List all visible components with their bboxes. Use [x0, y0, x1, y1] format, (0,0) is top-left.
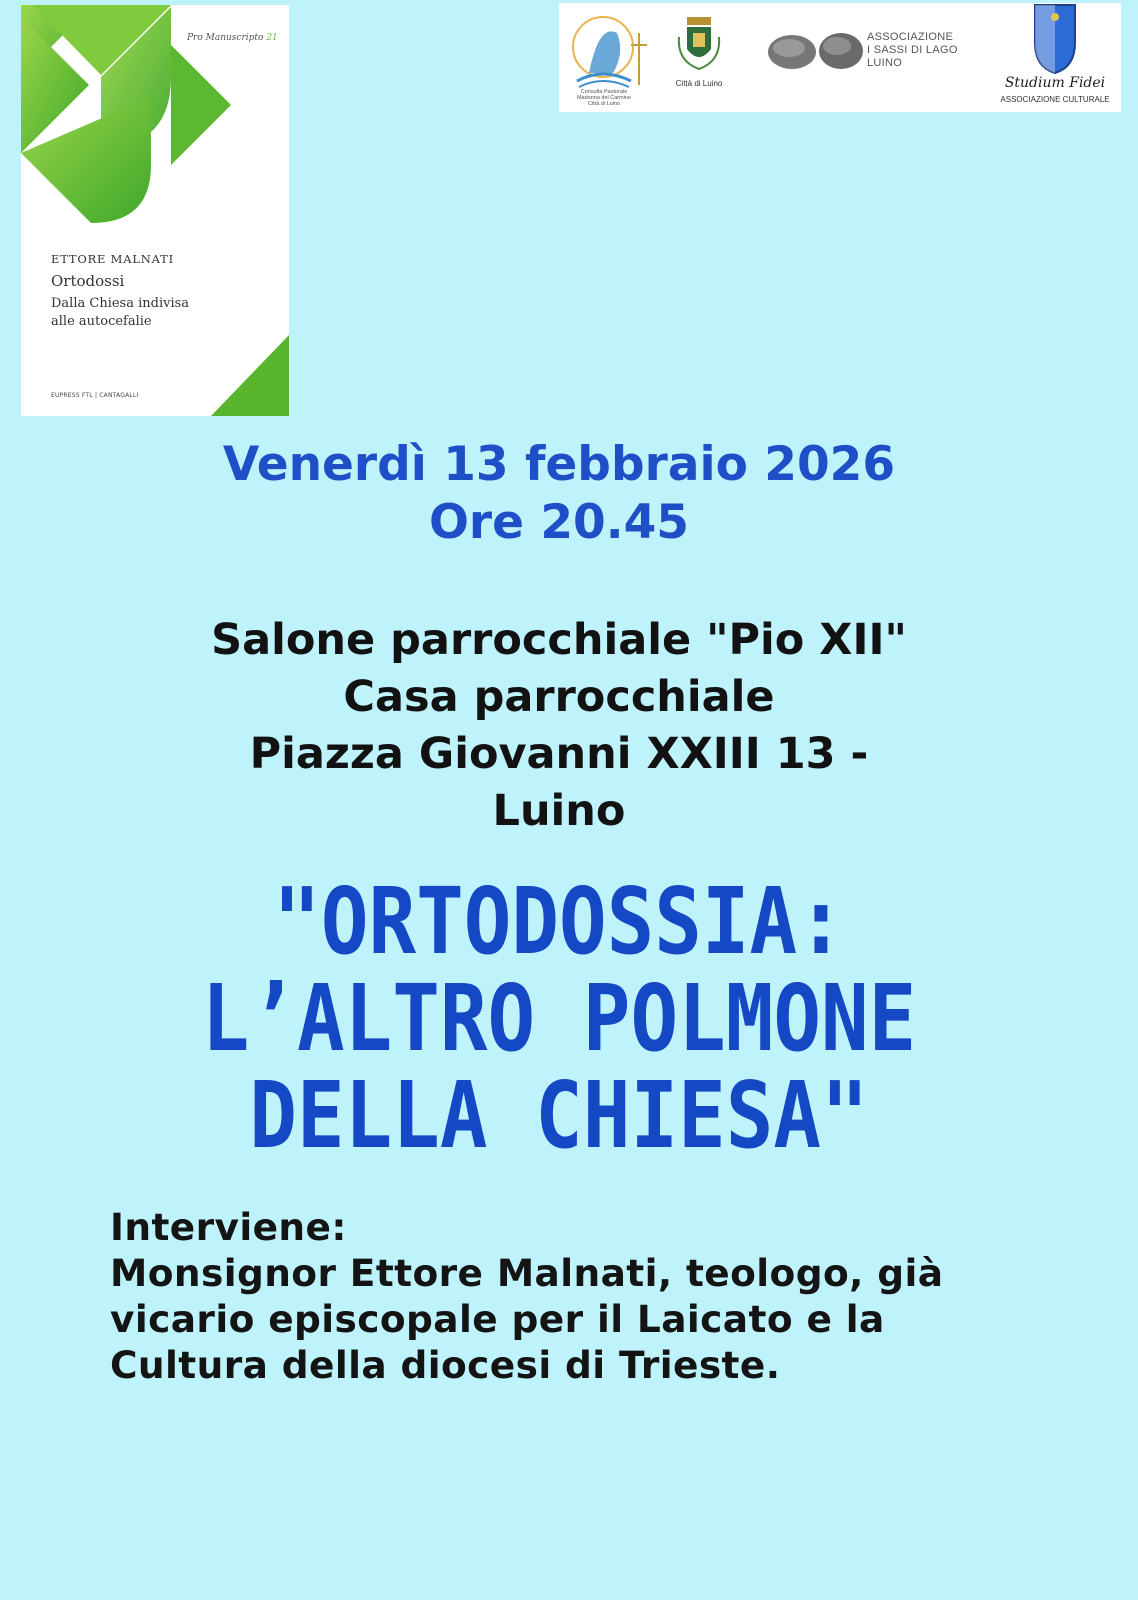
- leaf-graphic: [21, 5, 289, 416]
- citta-di-luino-logo: Città di Luino: [649, 3, 749, 112]
- shield-icon: [989, 3, 1121, 75]
- book-series: Pro Manuscripto 21: [187, 33, 278, 43]
- book-author: ETTORE MALNATI: [51, 252, 174, 266]
- event-date: Venerdì 13 febbraio 2026: [222, 437, 896, 492]
- speaker-block: Interviene: Monsignor Ettore Malnati, teologo, già vicario episcopale per il Laicato e la Cultura della diocesi di Trieste.: [110, 1204, 1110, 1388]
- book-title: Ortodossi: [51, 272, 125, 290]
- coat-of-arms-icon: [649, 3, 749, 83]
- event-title: "ORTODOSSIA: L’ALTRO POLMONE DELLA CHIESA": [201, 868, 917, 1169]
- studium-fidei-logo: Studium Fidei ASSOCIAZIONE CULTURALE: [989, 3, 1121, 112]
- book-publisher: EUPRESS FTL | CANTAGALLI: [51, 392, 139, 399]
- book-cover: [21, 5, 289, 416]
- book-subtitle: Dalla Chiesa indivisa alle autocefalie: [51, 296, 190, 329]
- stones-icon: [759, 3, 869, 112]
- event-time: Ore 20.45: [428, 495, 690, 550]
- consulta-pastorale-logo: Consulta Pastorale Madonna del Carmine Città di Luino: [559, 3, 649, 112]
- event-date-time: [0, 436, 1118, 552]
- sponsor-logos: [559, 3, 1121, 112]
- speaker-heading: Interviene:: [110, 1205, 347, 1249]
- sassi-di-lago-logo: ASSOCIAZIONE I SASSI DI LAGO LUINO: [759, 3, 969, 112]
- event-venue: Salone parrocchiale "Pio XII" Casa parrocchiale Piazza Giovanni XXIII 13 - Luino: [211, 615, 907, 836]
